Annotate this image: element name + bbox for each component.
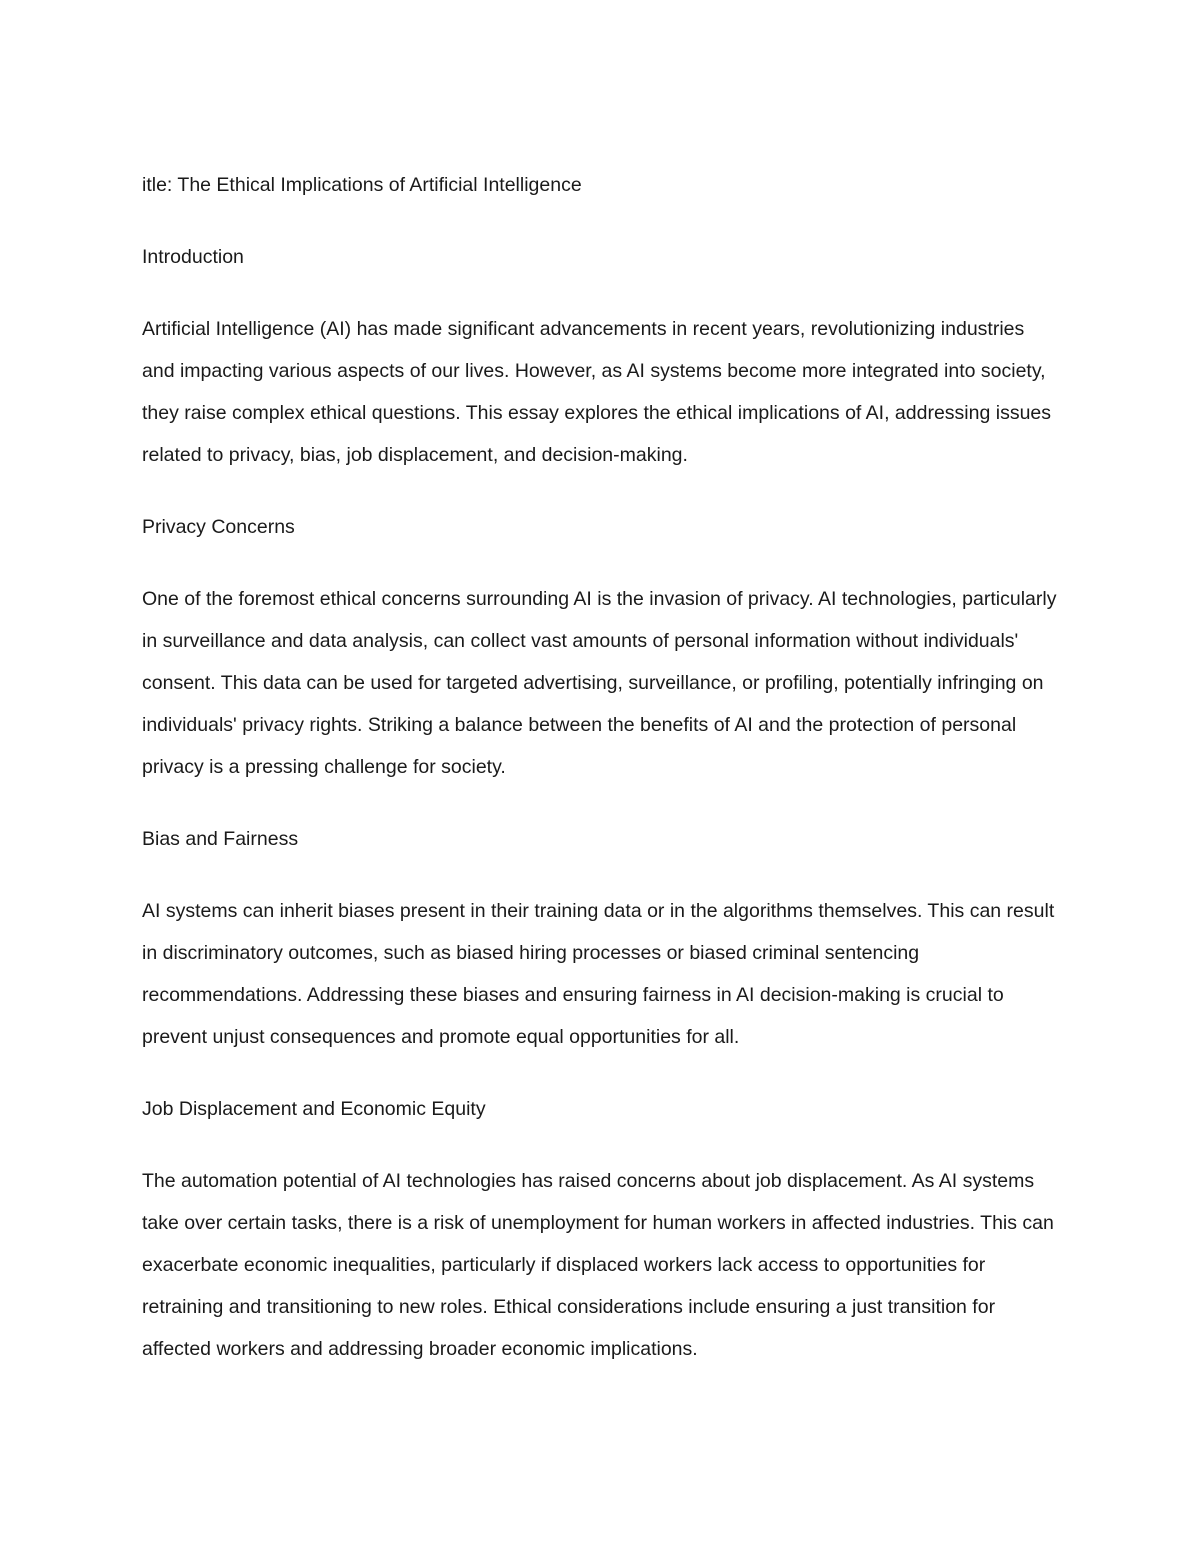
section-heading-privacy-concerns: Privacy Concerns [142, 516, 295, 538]
document-title: itle: The Ethical Implications of Artificial Intelligence [142, 174, 582, 196]
document-body [142, 164, 1062, 1370]
section-heading-job-displacement: Job Displacement and Economic Equity [142, 1098, 486, 1120]
section-heading-bias-and-fairness: Bias and Fairness [142, 828, 299, 850]
paragraph-bias-and-fairness: AI systems can inherit biases present in their training data or in the algorithms themselves. This can result in discriminatory outcomes, such as biased hiring processes or biased criminal sentencing recommendations. Addressing these biases and ensuring fairness in AI decision-making is crucial to prevent unjust consequences and promote equal opportunities for all. [142, 900, 1055, 1048]
paragraph-job-displacement: The automation potential of AI technologies has raised concerns about job displacement. As AI systems take over certain tasks, there is a risk of unemployment for human workers in affected industries. This can exacerbate economic inequalities, particularly if displaced workers lack access to opportunities for retraining and transitioning to new roles. Ethical considerations include ensuring a just transition for affected workers and addressing broader economic implications. [142, 1170, 1054, 1360]
section-heading-introduction: Introduction [142, 246, 244, 268]
paragraph-privacy-concerns: One of the foremost ethical concerns surrounding AI is the invasion of privacy. AI technologies, particularly in surveillance and data analysis, can collect vast amounts of personal information without individuals' consent. This data can be used for targeted advertising, surveillance, or profiling, potentially infringing on individuals' privacy rights. Striking a balance between the benefits of AI and the protection of personal privacy is a pressing challenge for society. [142, 588, 1057, 778]
paragraph-introduction: Artificial Intelligence (AI) has made significant advancements in recent years, revolutionizing industries and impacting various aspects of our lives. However, as AI systems become more integrated into society, they raise complex ethical questions. This essay explores the ethical implications of AI, addressing issues related to privacy, bias, job displacement, and decision-making. [142, 318, 1052, 466]
